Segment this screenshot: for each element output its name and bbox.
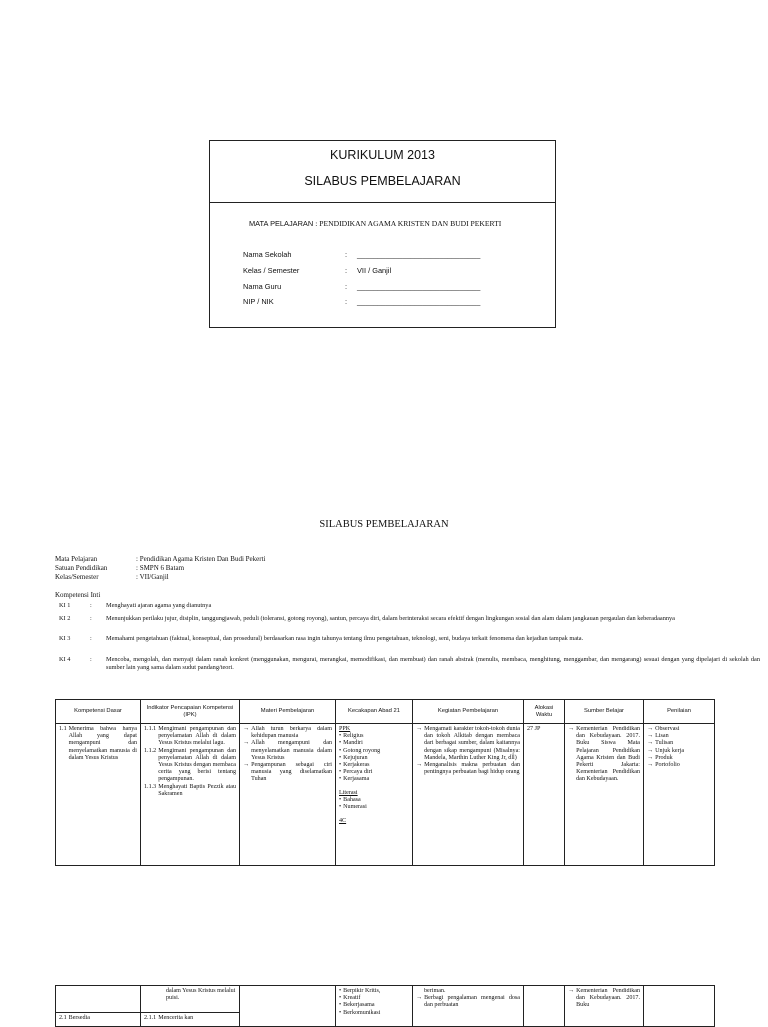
field-sep: : — [345, 266, 348, 275]
penilaian-item: Observasi — [655, 726, 680, 732]
ki-sep: : — [90, 635, 92, 642]
bullet-icon: • — [339, 733, 342, 740]
kec-item: Bahasa — [343, 796, 361, 803]
bullet-icon: • — [339, 762, 342, 769]
cover-title: KURIKULUM 2013 — [330, 148, 435, 162]
syllabus-table-continued — [55, 985, 715, 1027]
ki-code: KI 4 — [59, 656, 71, 663]
header-sumber: Sumber Belajar — [565, 700, 644, 724]
meta-value: : Pendidikan Agama Kristen Dan Budi Pekerti — [136, 555, 266, 563]
cell-ipk — [141, 724, 240, 866]
ki-code: KI 3 — [59, 635, 71, 642]
alokasi-value: 27 JP — [527, 726, 541, 732]
ki-code: KI 1 — [59, 602, 71, 609]
cell-kompetensi-dasar — [56, 724, 141, 866]
cell-kompetensi-dasar — [56, 1013, 141, 1027]
meta-value: : SMPN 6 Batam — [136, 564, 185, 572]
field-value: ______________________________ — [357, 282, 481, 291]
header-kegiatan: Kegiatan Pembelajaran — [413, 700, 524, 724]
table-header-row — [56, 700, 715, 724]
cell-kecakapan — [336, 724, 413, 866]
bullet-icon: • — [339, 796, 342, 803]
ipk-text: Mengimani pengampunan dan penyelamatan Allah di dalam Yesus Kristus dengan membaca cerita yang berisi tentang pengampunan. — [158, 747, 236, 783]
bullet-icon: • — [339, 995, 342, 1002]
cell-alokasi — [524, 724, 565, 866]
bullet-icon: • — [339, 776, 342, 783]
mata-pelajaran-value: : PENDIDIKAN AGAMA KRISTEN DAN BUDI PEKERTI — [315, 219, 502, 228]
header-alokasi: Alokasi Waktu — [524, 700, 565, 724]
bullet-icon: • — [339, 740, 342, 747]
kec-item: Mandiri — [343, 740, 363, 747]
arrow-icon: → — [243, 726, 250, 732]
penilaian-item: Lisan — [655, 733, 669, 740]
header-kecakapan: Kecakapan Abad 21 — [336, 700, 413, 724]
kd-text: Bersedia — [68, 1015, 90, 1021]
arrow-icon: → — [243, 762, 250, 769]
header-materi: Materi Pembelajaran — [240, 700, 336, 724]
kd-text: Menerima bahwa hanya Allah yang dapat mengampuni dan menyelamatkan manusia di dalam Yesus Kristus — [68, 726, 137, 761]
kd-number: 1.1 — [59, 726, 67, 732]
arrow-icon: → — [243, 740, 250, 747]
arrow-icon: → — [647, 762, 654, 769]
kec-item: Religius — [343, 733, 364, 740]
kec-item: Berkomunikasi — [343, 1009, 381, 1016]
cell-kegiatan — [413, 724, 524, 866]
arrow-icon: → — [647, 754, 654, 761]
cell-kecakapan — [336, 986, 413, 1027]
table-row — [56, 724, 715, 866]
kec-item: Kreatif — [343, 995, 361, 1002]
bullet-icon: • — [339, 804, 342, 811]
field-label: NIP / NIK — [243, 297, 274, 306]
meta-mata-pelajaran — [55, 555, 265, 563]
kec-item: Numerasi — [343, 804, 367, 811]
cell-sumber — [565, 724, 644, 866]
meta-satuan-pendidikan — [55, 564, 184, 572]
materi-item: Allah turun berkarya dalam kehidupan manusia — [251, 726, 332, 740]
kec-item: Kerjasama — [343, 776, 370, 783]
syllabus-title: SILABUS PEMBELAJARAN — [319, 519, 449, 530]
cell-penilaian — [644, 724, 715, 866]
kec-item: Kerjakeras — [343, 762, 370, 769]
meta-label: Mata Pelajaran — [55, 555, 98, 563]
arrow-icon: → — [568, 726, 575, 732]
field-label: Nama Guru — [243, 282, 282, 291]
ipk-number: 1.1.2 — [144, 747, 157, 754]
ki-sep: : — [90, 602, 92, 609]
cell-penilaian — [644, 986, 715, 1027]
cover-divider — [210, 202, 555, 203]
materi-item: Pengampunan sebagai ciri manusia yang diselamatkan Tuhan — [251, 762, 332, 783]
bullet-icon: • — [339, 769, 342, 776]
ki-text: Mencoba, mengolah, dan menyaji dalam ranah konkret (menggunakan, mengurai, merangkai, memodifikasi, dan membuat) dan ranah abstrak (menulis, membaca, menghitung, menggambar, dan mengarang) sesuai dengan yang dipelajari di sekolah dan sumber lain yang sama dalam sudut pandang/teori. — [106, 656, 760, 672]
field-sep: : — [345, 297, 348, 306]
ipk-text: Menghayati Baptis Pezzik atau Sakramen — [158, 783, 236, 797]
field-label: Nama Sekolah — [243, 250, 292, 259]
penilaian-item: Tulisan — [655, 740, 674, 747]
penilaian-item: Portofolio — [655, 762, 680, 769]
bullet-icon: • — [339, 747, 342, 754]
cell-alokasi — [524, 986, 565, 1027]
field-label: Kelas / Semester — [243, 266, 300, 275]
field-sep: : — [345, 250, 348, 259]
cell-materi — [240, 986, 336, 1027]
cover-subtitle: SILABUS PEMBELAJARAN — [304, 174, 461, 188]
materi-item: Allah mengampuni dan menyelamatkan manusia dalam Yesus Kristus — [251, 740, 332, 761]
kec-item: Kejujuran — [343, 754, 368, 761]
kec-ppk-label: PPK — [339, 726, 351, 732]
ipk-number: 1.1.3 — [144, 783, 157, 790]
penilaian-item: Unjuk kerja — [655, 747, 685, 754]
arrow-icon: → — [416, 762, 423, 769]
ipk-number: 1.1.1 — [144, 726, 157, 732]
meta-value: : VII/Ganjil — [136, 573, 169, 581]
ipk-number: 2.1.1 — [144, 1015, 157, 1021]
penilaian-item: Produk — [655, 754, 673, 761]
cell-materi — [240, 724, 336, 866]
header-kompetensi-dasar: Kompetensi Dasar — [56, 700, 141, 724]
ki-text: Menunjukkan perilaku jujur, disiplin, tanggungjawab, peduli (toleransi, gotong royong), santun, percaya diri, dalam berinteraksi secara efektif dengan lingkungan sosial dan alam dalam jangkauan pergaulan dan keberadaannya — [106, 615, 675, 622]
bullet-icon: • — [339, 754, 342, 761]
cover-field-nama-sekolah — [243, 250, 480, 259]
field-value: VII / Ganjil — [357, 266, 392, 275]
sumber-item: Kementerian Pendidikan dan Kebudayaan. 2017. Buku Siswa Mata Pelajaran Pendidikan Agama Kristen dan Budi Pekerti Jakarta: Kementerian Pendidikan dan Kebudayaan. — [576, 726, 640, 783]
ki-heading: Kompetensi Inti — [55, 591, 101, 599]
header-penilaian: Penilaian — [644, 700, 715, 724]
kec-4c-label: 4C — [339, 818, 347, 825]
arrow-icon: → — [647, 740, 654, 747]
cell-sumber — [565, 986, 644, 1027]
cover-field-nama-guru — [243, 282, 480, 291]
kegiatan-text: beriman. — [424, 988, 446, 994]
cover-mata-pelajaran — [249, 219, 501, 228]
arrow-icon: → — [647, 726, 654, 732]
ki-sep: : — [90, 615, 92, 622]
meta-kelas-semester — [55, 573, 169, 581]
cell-kompetensi-dasar — [56, 986, 141, 1013]
field-value: ______________________________ — [357, 250, 481, 259]
ki-sep: : — [90, 656, 92, 663]
field-value: ______________________________ — [357, 297, 481, 306]
kec-item: Percaya diri — [343, 769, 373, 776]
kd-number: 2.1 — [59, 1015, 67, 1021]
kegiatan-item: Mengamati karakter tokoh-tokoh dunia dan tokoh Alkitab dengan membaca dari berbagai sumber, dalam kaitannya dengan sikap mengampuni (Misalnya: Mandela, Marthin Luther King Jr, dll) — [424, 726, 520, 761]
kec-item: Gotong royong — [343, 747, 381, 754]
ipk-text: Mengimani pengampunan dan penyelamatan Allah di dalam Yesus Kristus melalui lagu. — [158, 726, 236, 747]
ki-text: Memahami pengetahuan (faktual, konseptual, dan prosedural) berdasarkan rasa ingin tahunya tentang ilmu pengetahuan, teknologi, seni, budaya terkait fenomena dan kejadian tampak mata. — [106, 635, 584, 642]
kegiatan-item: Berbagi pengalaman mengenai dosa dan perbuatan — [424, 995, 520, 1009]
table-row — [56, 986, 715, 1013]
bullet-icon: • — [339, 1009, 342, 1016]
cell-ipk — [141, 1013, 240, 1027]
kec-item: Bekerjasama — [343, 1002, 375, 1009]
kec-item: Berpikir Kritis, — [343, 988, 381, 994]
bullet-icon: • — [339, 988, 342, 994]
header-ipk: Indikator Pencapaian Kompetensi (IPK) — [141, 700, 240, 724]
cell-kegiatan — [413, 986, 524, 1027]
cell-ipk — [141, 986, 240, 1013]
cover-field-nip — [243, 297, 480, 306]
ipk-text: dalam Yesus Kristus melalui puisi. — [166, 988, 236, 1002]
ki-code: KI 2 — [59, 615, 71, 622]
arrow-icon: → — [647, 733, 654, 740]
syllabus-table — [55, 699, 715, 866]
arrow-icon: → — [568, 988, 575, 994]
kegiatan-item: Menganalisis makna perbuatan dan pentingnya perbuatan bagi hidup orang — [424, 762, 520, 776]
kec-literasi-label: Literasi — [339, 789, 358, 796]
meta-label: Kelas/Semester — [55, 573, 99, 581]
arrow-icon: → — [416, 726, 423, 732]
arrow-icon: → — [416, 995, 423, 1002]
sumber-item: Kementerian Pendidikan dan Kebudayaan. 2017. Buku — [576, 988, 640, 1009]
cover-box — [209, 140, 556, 328]
ki-text: Menghayati ajaran agama yang dianutnya — [106, 602, 212, 609]
meta-label: Satuan Pendidikan — [55, 564, 108, 572]
cover-field-kelas-semester — [243, 266, 391, 275]
arrow-icon: → — [647, 747, 654, 754]
mata-pelajaran-label: MATA PELAJARAN — [249, 219, 314, 228]
bullet-icon: • — [339, 1002, 342, 1009]
ipk-text: Mencerita kan — [158, 1015, 194, 1021]
field-sep: : — [345, 282, 348, 291]
